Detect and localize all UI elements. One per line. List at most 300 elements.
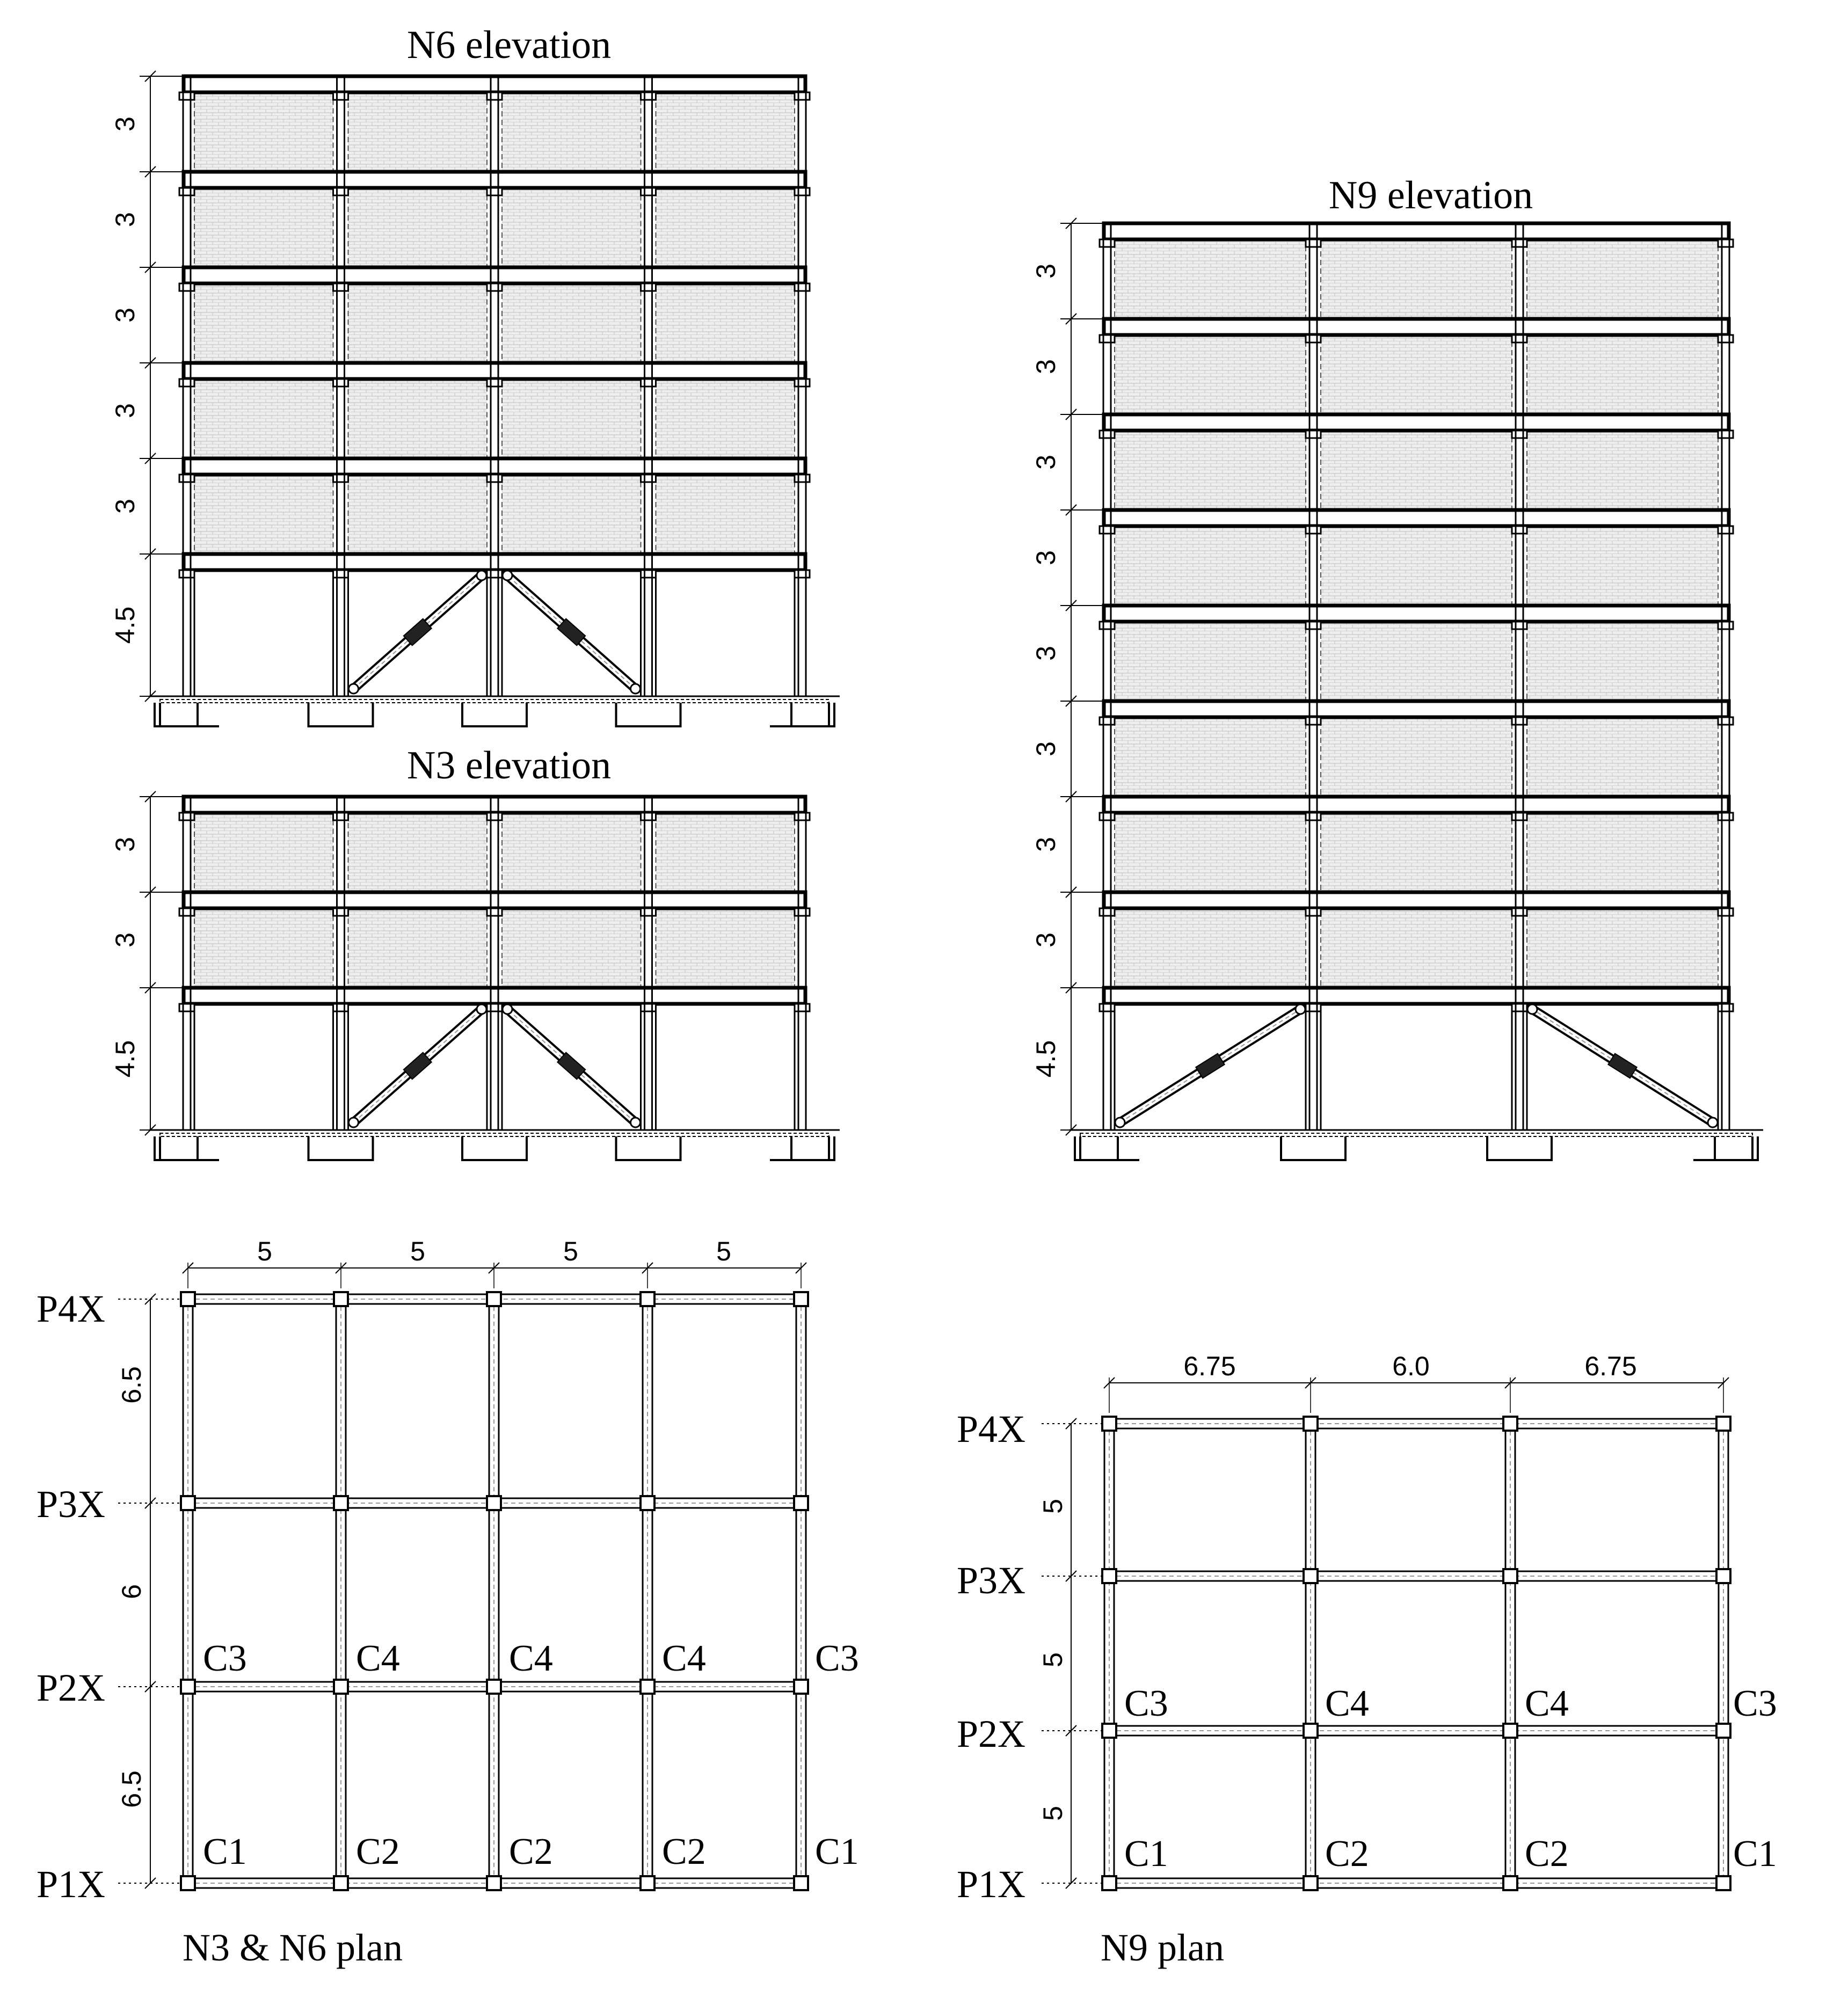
column-label: C1: [1733, 1833, 1777, 1875]
masonry-infill-panel: [656, 283, 795, 363]
beam-column-joint: [179, 92, 194, 100]
n9-frame: [1069, 223, 1763, 1160]
n9-plan-title: N9 plan: [1101, 1926, 1224, 1969]
floor-beam: [1104, 319, 1729, 335]
beam-column-joint: [333, 475, 348, 482]
beam-column-joint: [487, 188, 502, 195]
masonry-infill-panel: [656, 908, 795, 988]
masonry-infill-panel: [348, 908, 488, 988]
plan-column: [1716, 1417, 1730, 1431]
floor-beam: [184, 988, 805, 1004]
n3-story-dimensions: [110, 791, 183, 1135]
ground-story-bay: [194, 1004, 333, 1130]
plan-column: [181, 1680, 195, 1694]
column-label: C3: [1733, 1683, 1777, 1724]
story-height-label: 4.5: [1031, 1040, 1061, 1078]
footing: [1487, 1136, 1552, 1160]
masonry-infill-panel: [348, 475, 488, 554]
row-dim-3: 5: [1038, 1806, 1068, 1821]
brace-pin: [503, 1004, 512, 1014]
masonry-infill-panel: [194, 188, 333, 267]
masonry-infill-panel: [1527, 908, 1718, 988]
column-label: C2: [662, 1831, 706, 1872]
beam-column-joint: [1306, 1004, 1321, 1011]
column-label: C1: [203, 1831, 247, 1872]
diagonal-brace: [1527, 1004, 1718, 1127]
beam-column-joint: [641, 570, 656, 578]
story-height-label: 3: [1031, 837, 1061, 852]
beam-column-joint: [1718, 335, 1733, 342]
beam-column-joint: [487, 475, 502, 482]
plan-column: [181, 1292, 195, 1306]
story-height-label: 3: [110, 212, 140, 227]
column-label: C4: [356, 1638, 400, 1679]
plan-column: [794, 1292, 808, 1306]
plan-column: [1503, 1417, 1517, 1431]
brace-pin: [503, 571, 512, 580]
brace-pin: [1296, 1004, 1305, 1014]
bay-dim-3: 6.75: [1584, 1351, 1637, 1381]
plan-column: [1102, 1876, 1116, 1890]
plan-column: [794, 1876, 808, 1890]
masonry-infill-panel: [502, 475, 641, 554]
beam-column-joint: [1100, 239, 1115, 247]
column-label: C4: [509, 1638, 553, 1679]
brace-pin: [1708, 1118, 1718, 1127]
foundation-edge: [1080, 1136, 1752, 1160]
beam-column-joint: [333, 188, 348, 195]
frame-column: [798, 797, 806, 1130]
beam-column-joint: [179, 813, 194, 820]
masonry-infill-panel: [1321, 335, 1512, 414]
frame-column: [1516, 223, 1523, 1130]
masonry-infill-panel: [1321, 813, 1512, 892]
masonry-infill-panel: [502, 283, 641, 363]
floor-beam: [1104, 606, 1729, 622]
bay-dim-1: 6.75: [1183, 1351, 1236, 1381]
story-height-label: 3: [1031, 646, 1061, 661]
masonry-infill-panel: [1115, 813, 1306, 892]
column-label: C2: [1525, 1833, 1569, 1875]
beam-column-joint: [1512, 335, 1527, 342]
masonry-infill-panel: [1115, 239, 1306, 319]
story-height-label: 4.5: [110, 606, 140, 644]
bay-dim-1: 5: [257, 1236, 272, 1266]
beam-column-joint: [1718, 1004, 1733, 1011]
masonry-infill-panel: [502, 908, 641, 988]
beam-column-joint: [641, 379, 656, 387]
plan-column: [641, 1876, 654, 1890]
foundation-beam: [160, 699, 829, 703]
masonry-infill-panel: [348, 92, 488, 172]
grid-line-p2x: P2X: [957, 1712, 1026, 1755]
beam-column-joint: [1306, 717, 1321, 725]
floor-beam: [184, 363, 805, 379]
beam-column-joint: [1306, 908, 1321, 916]
beam-column-joint: [795, 570, 810, 578]
beam-column-joint: [795, 475, 810, 482]
row-dim-2: 6: [117, 1584, 147, 1599]
beam-column-joint: [1512, 239, 1527, 247]
masonry-infill-panel: [348, 813, 488, 892]
beam-column-joint: [641, 188, 656, 195]
beam-column-joint: [1718, 622, 1733, 629]
n9-story-dimensions: [1031, 218, 1103, 1135]
bay-dim-3: 5: [563, 1236, 578, 1266]
beam-column-joint: [179, 379, 194, 387]
plan-column: [487, 1680, 501, 1694]
beam-column-joint: [641, 475, 656, 482]
plan-column: [1102, 1724, 1116, 1738]
plan-column: [1716, 1569, 1730, 1583]
brace-pin: [477, 1004, 486, 1014]
masonry-infill-panel: [1321, 622, 1512, 701]
masonry-infill-panel: [1115, 526, 1306, 606]
masonry-infill-panel: [194, 379, 333, 458]
beam-column-joint: [795, 813, 810, 820]
beam-column-joint: [1306, 335, 1321, 342]
floor-beam: [184, 267, 805, 283]
masonry-infill-panel: [656, 813, 795, 892]
brace-pin: [1115, 1118, 1125, 1127]
frame-column: [183, 797, 191, 1130]
beam-column-joint: [1718, 431, 1733, 438]
masonry-infill-panel: [348, 283, 488, 363]
beam-column-joint: [1100, 813, 1115, 820]
masonry-infill-panel: [1527, 717, 1718, 797]
plan-column: [641, 1496, 654, 1510]
column-label: C1: [1124, 1833, 1168, 1875]
plan-column: [487, 1496, 501, 1510]
plan-column: [1102, 1569, 1116, 1583]
diagonal-brace: [349, 1004, 487, 1127]
brace-pin: [477, 571, 486, 580]
beam-column-joint: [179, 188, 194, 195]
beam-column-joint: [487, 92, 502, 100]
plan-column: [1716, 1724, 1730, 1738]
beam-column-joint: [1512, 526, 1527, 534]
beam-column-joint: [487, 379, 502, 387]
masonry-infill-panel: [1115, 717, 1306, 797]
beam-column-joint: [1718, 717, 1733, 725]
damper-device: [1608, 1054, 1636, 1078]
masonry-infill-panel: [656, 188, 795, 267]
plan-column: [1503, 1569, 1517, 1583]
story-height-label: 3: [1031, 359, 1061, 374]
floor-beam: [184, 458, 805, 475]
plan-column: [1503, 1724, 1517, 1738]
column-label: C1: [815, 1831, 859, 1872]
frame-column: [1309, 223, 1317, 1130]
story-height-label: 3: [110, 403, 140, 418]
beam-column-joint: [1100, 335, 1115, 342]
floor-beam: [184, 554, 805, 570]
floor-beam: [184, 172, 805, 188]
floor-beam: [184, 892, 805, 908]
column-label: C2: [356, 1831, 400, 1872]
beam-column-joint: [1100, 908, 1115, 916]
story-height-label: 3: [110, 837, 140, 852]
beam-column-joint: [795, 1004, 810, 1011]
beam-column-joint: [487, 908, 502, 916]
masonry-infill-panel: [1527, 813, 1718, 892]
floor-beam: [1104, 797, 1729, 813]
footing: [462, 1136, 527, 1160]
beam-column-joint: [487, 570, 502, 578]
n3-elevation-title: N3 elevation: [406, 743, 612, 788]
masonry-infill-panel: [348, 379, 488, 458]
diagonal-brace: [1115, 1004, 1305, 1127]
plan-column: [1304, 1876, 1318, 1890]
footing: [616, 1136, 681, 1160]
row-dim-1: 6.5: [117, 1366, 147, 1404]
plan-column: [794, 1680, 808, 1694]
beam-column-joint: [179, 283, 194, 291]
masonry-infill-panel: [1527, 622, 1718, 701]
column-label: C3: [815, 1638, 859, 1679]
plan-column: [487, 1876, 501, 1890]
beam-column-joint: [179, 908, 194, 916]
brace-pin: [349, 1118, 359, 1127]
masonry-infill-panel: [348, 188, 488, 267]
masonry-infill-panel: [502, 92, 641, 172]
beam-column-joint: [1718, 239, 1733, 247]
n3-elevation: [110, 743, 840, 1160]
diagonal-brace: [349, 571, 487, 694]
grid-line-p4x: P4X: [37, 1287, 106, 1330]
beam-column-joint: [333, 1004, 348, 1011]
n3-n6-plan-grid: [118, 1263, 808, 1890]
diagonal-brace: [503, 1004, 641, 1127]
story-height-label: 3: [1031, 264, 1061, 279]
masonry-infill-panel: [1321, 526, 1512, 606]
beam-column-joint: [179, 570, 194, 578]
n9-elevation: [1031, 173, 1763, 1160]
floor-beam: [1104, 414, 1729, 431]
foundation-edge: [160, 1136, 829, 1160]
floor-beam: [1104, 701, 1729, 717]
bay-dim-2: 5: [410, 1236, 425, 1266]
masonry-infill-panel: [656, 475, 795, 554]
floor-beam: [184, 76, 805, 92]
story-height-label: 3: [1031, 455, 1061, 470]
n6-story-dimensions: [110, 71, 183, 702]
column-label: C2: [1325, 1833, 1369, 1875]
masonry-infill-panel: [656, 92, 795, 172]
beam-column-joint: [1512, 1004, 1527, 1011]
masonry-infill-panel: [502, 188, 641, 267]
beam-column-joint: [641, 92, 656, 100]
masonry-infill-panel: [1527, 526, 1718, 606]
story-height-label: 3: [110, 499, 140, 514]
beam-column-joint: [795, 92, 810, 100]
beam-column-joint: [1100, 1004, 1115, 1011]
plan-column: [641, 1680, 654, 1694]
grid-line-p4x: P4X: [957, 1408, 1026, 1450]
damper-device: [1196, 1054, 1224, 1078]
footing: [309, 703, 373, 726]
beam-column-joint: [1100, 717, 1115, 725]
frame-column: [645, 797, 652, 1130]
beam-column-joint: [795, 283, 810, 291]
masonry-infill-panel: [194, 283, 333, 363]
beam-column-joint: [1306, 813, 1321, 820]
floor-beam: [1104, 223, 1729, 239]
beam-column-joint: [1100, 431, 1115, 438]
beam-column-joint: [1718, 813, 1733, 820]
grid-line-p1x: P1X: [37, 1863, 106, 1906]
ground-story-bay: [656, 1004, 795, 1130]
masonry-infill-panel: [502, 379, 641, 458]
column-label: C4: [1325, 1683, 1369, 1724]
n6-elevation: [110, 23, 840, 726]
masonry-infill-panel: [1321, 717, 1512, 797]
masonry-infill-panel: [1527, 239, 1718, 319]
beam-column-joint: [1100, 526, 1115, 534]
beam-column-joint: [1718, 908, 1733, 916]
plan-column: [181, 1876, 195, 1890]
plan-column: [334, 1496, 348, 1510]
story-height-label: 4.5: [110, 1040, 140, 1078]
beam-column-joint: [487, 283, 502, 291]
frame-column: [337, 797, 345, 1130]
beam-column-joint: [1306, 526, 1321, 534]
beam-column-joint: [333, 92, 348, 100]
grid-line-p3x: P3X: [957, 1559, 1026, 1602]
column-label: C4: [1525, 1683, 1569, 1724]
masonry-infill-panel: [1527, 431, 1718, 510]
plan-column: [334, 1680, 348, 1694]
story-height-label: 3: [1031, 741, 1061, 756]
masonry-infill-panel: [194, 92, 333, 172]
masonry-infill-panel: [194, 908, 333, 988]
beam-column-joint: [795, 188, 810, 195]
plan-column: [1102, 1417, 1116, 1431]
column-label: C2: [509, 1831, 553, 1872]
beam-column-joint: [487, 1004, 502, 1011]
beam-column-joint: [795, 379, 810, 387]
floor-beam: [184, 797, 805, 813]
masonry-infill-panel: [194, 475, 333, 554]
foundation-edge: [160, 703, 829, 726]
n6-frame: [149, 76, 840, 726]
plan-column: [1304, 1724, 1318, 1738]
bay-dim-2: 6.0: [1392, 1351, 1430, 1381]
n9-plan: [957, 1351, 1777, 1969]
masonry-infill-panel: [656, 379, 795, 458]
foundation-beam: [1080, 1133, 1752, 1136]
beam-column-joint: [1718, 526, 1733, 534]
column-label: C3: [203, 1638, 247, 1679]
grid-line-p1x: P1X: [957, 1863, 1026, 1906]
plan-column: [1304, 1569, 1318, 1583]
footing: [309, 1136, 373, 1160]
grid-line-p3x: P3X: [37, 1483, 106, 1526]
beam-column-joint: [333, 379, 348, 387]
ground-story-bay: [656, 570, 795, 696]
ground-story-bay: [194, 570, 333, 696]
plan-column: [794, 1496, 808, 1510]
n3-n6-plan-title: N3 & N6 plan: [183, 1926, 403, 1969]
beam-column-joint: [641, 283, 656, 291]
floor-beam: [1104, 892, 1729, 908]
beam-column-joint: [795, 908, 810, 916]
beam-column-joint: [1306, 239, 1321, 247]
beam-column-joint: [487, 813, 502, 820]
masonry-infill-panel: [1115, 431, 1306, 510]
beam-column-joint: [1512, 431, 1527, 438]
bay-dim-4: 5: [716, 1236, 731, 1266]
row-dim-1: 5: [1038, 1499, 1068, 1514]
masonry-infill-panel: [1115, 908, 1306, 988]
masonry-infill-panel: [1321, 239, 1512, 319]
plan-column: [1304, 1417, 1318, 1431]
diagonal-brace: [503, 571, 641, 694]
n3-frame: [149, 797, 840, 1160]
beam-column-joint: [333, 813, 348, 820]
plan-column: [487, 1292, 501, 1306]
beam-column-joint: [1512, 908, 1527, 916]
masonry-infill-panel: [1321, 431, 1512, 510]
beam-column-joint: [641, 1004, 656, 1011]
brace-pin: [1527, 1004, 1537, 1014]
beam-column-joint: [1306, 622, 1321, 629]
beam-column-joint: [1512, 717, 1527, 725]
story-height-label: 3: [1031, 932, 1061, 947]
masonry-infill-panel: [1527, 335, 1718, 414]
n9-elevation-title: N9 elevation: [1328, 173, 1533, 217]
beam-column-joint: [641, 908, 656, 916]
plan-column: [1716, 1876, 1730, 1890]
masonry-infill-panel: [1115, 335, 1306, 414]
masonry-infill-panel: [1321, 908, 1512, 988]
n3-n6-plan: [37, 1236, 859, 1969]
beam-column-joint: [333, 570, 348, 578]
ground-story-bay: [1321, 1004, 1512, 1130]
plan-column: [1503, 1876, 1517, 1890]
footing: [616, 703, 681, 726]
column-label: C3: [1124, 1683, 1168, 1724]
beam-column-joint: [333, 908, 348, 916]
beam-column-joint: [333, 283, 348, 291]
foundation-beam: [160, 1133, 829, 1136]
story-height-label: 3: [110, 116, 140, 132]
masonry-infill-panel: [194, 813, 333, 892]
brace-pin: [349, 684, 359, 694]
footing: [462, 703, 527, 726]
footing: [1281, 1136, 1345, 1160]
beam-column-joint: [1512, 622, 1527, 629]
plan-column: [334, 1876, 348, 1890]
beam-column-joint: [1100, 622, 1115, 629]
plan-column: [181, 1496, 195, 1510]
n6-elevation-title: N6 elevation: [406, 23, 612, 67]
plan-column: [334, 1292, 348, 1306]
beam-column-joint: [179, 475, 194, 482]
row-dim-2: 5: [1038, 1652, 1068, 1667]
beam-column-joint: [641, 813, 656, 820]
story-height-label: 3: [110, 308, 140, 323]
beam-column-joint: [1512, 813, 1527, 820]
grid-line-p2x: P2X: [37, 1666, 106, 1709]
row-dim-3: 6.5: [117, 1770, 147, 1808]
column-label: C4: [662, 1638, 706, 1679]
beam-column-joint: [1306, 431, 1321, 438]
n9-plan-grid: [1042, 1377, 1730, 1890]
masonry-infill-panel: [502, 813, 641, 892]
brace-pin: [631, 1118, 641, 1127]
story-height-label: 3: [1031, 550, 1061, 565]
